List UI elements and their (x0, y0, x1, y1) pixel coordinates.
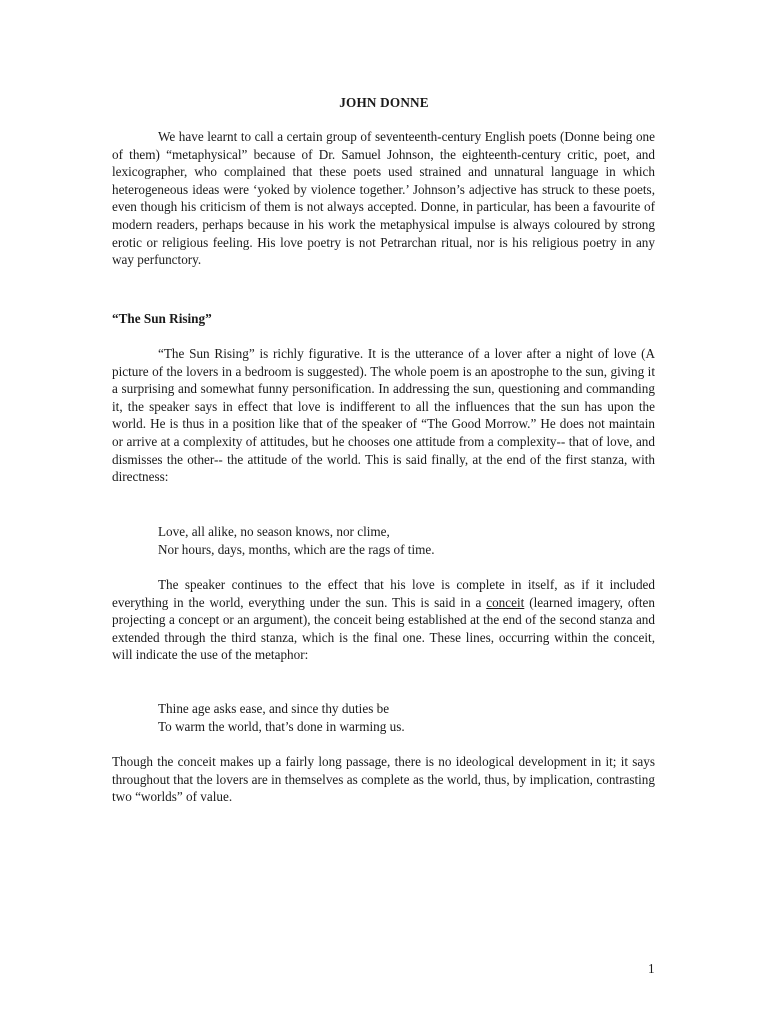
conceit-paragraph (112, 576, 655, 664)
section-heading: “The Sun Rising” (112, 311, 212, 326)
verse-line: Thine age asks ease, and since thy duties be (158, 701, 390, 716)
conceit-text-after: (learned imagery, often projecting a concept or an argument), the conceit being established at the end of the second stanza and extended through the third stanza, which is the final one. These lines, occurring within the conceit, will indicate the use of the metaphor: (112, 594, 655, 663)
page-number: 1 (648, 961, 655, 976)
conceit-term: conceit (486, 594, 525, 610)
conceit-text-before: The speaker continues to the effect that his love is complete in itself, as if it included everything in the world, everything under the sun. This is said in a (112, 577, 655, 610)
sun-rising-paragraph: “The Sun Rising” is richly figurative. It is the utterance of a lover after a night of love (A picture of the lovers in a bedroom is suggested). The whole poem is an apostrophe to the sun, giving it a surprising and somewhat funny personification. In addressing the sun, questioning and commanding it, the speaker says in effect that love is indifferent to all the influences that the sun has upon the world. He is thus in a position like that of the speaker of “The Good Morrow.” He does not maintain or arrive at a complexity of attitudes, but he chooses one attitude from a complexity-- that of love, and dismisses the other-- the attitude of the world. This is said finally, at the end of the first stanza, with directness: (112, 346, 655, 485)
verse-line: Nor hours, days, months, which are the rags of time. (158, 541, 435, 557)
verse-line: Love, all alike, no season knows, nor clime, (158, 524, 390, 539)
closing-paragraph: Though the conceit makes up a fairly long passage, there is no ideological development in it; it says throughout that the lovers are in themselves as complete as the world, thus, by implication, contrasting two “worlds” of value. (112, 754, 655, 805)
page-title: JOHN DONNE (339, 95, 429, 110)
intro-paragraph: We have learnt to call a certain group of seventeenth-century English poets (Donne being one of them) “metaphysical” because of Dr. Samuel Johnson, the eighteenth-century critic, poet, and lexicographer, who complained that these poets used strained and unnatural language in which heterogeneous ideas were ‘yoked by violence together.’ Johnson’s adjective has struck to these poets, even though his criticism of them is not always accepted. Donne, in particular, has been a favourite of modern readers, perhaps because in his work the metaphysical impulse is always coloured by strong erotic or religious feeling. His love poetry is not Petrarchan ritual, nor is his religious poetry in any way perfunctory. (112, 129, 655, 268)
verse-line: To warm the world, that’s done in warming us. (158, 718, 405, 734)
verse-quote-1 (158, 523, 435, 558)
verse-quote-2 (158, 700, 405, 735)
